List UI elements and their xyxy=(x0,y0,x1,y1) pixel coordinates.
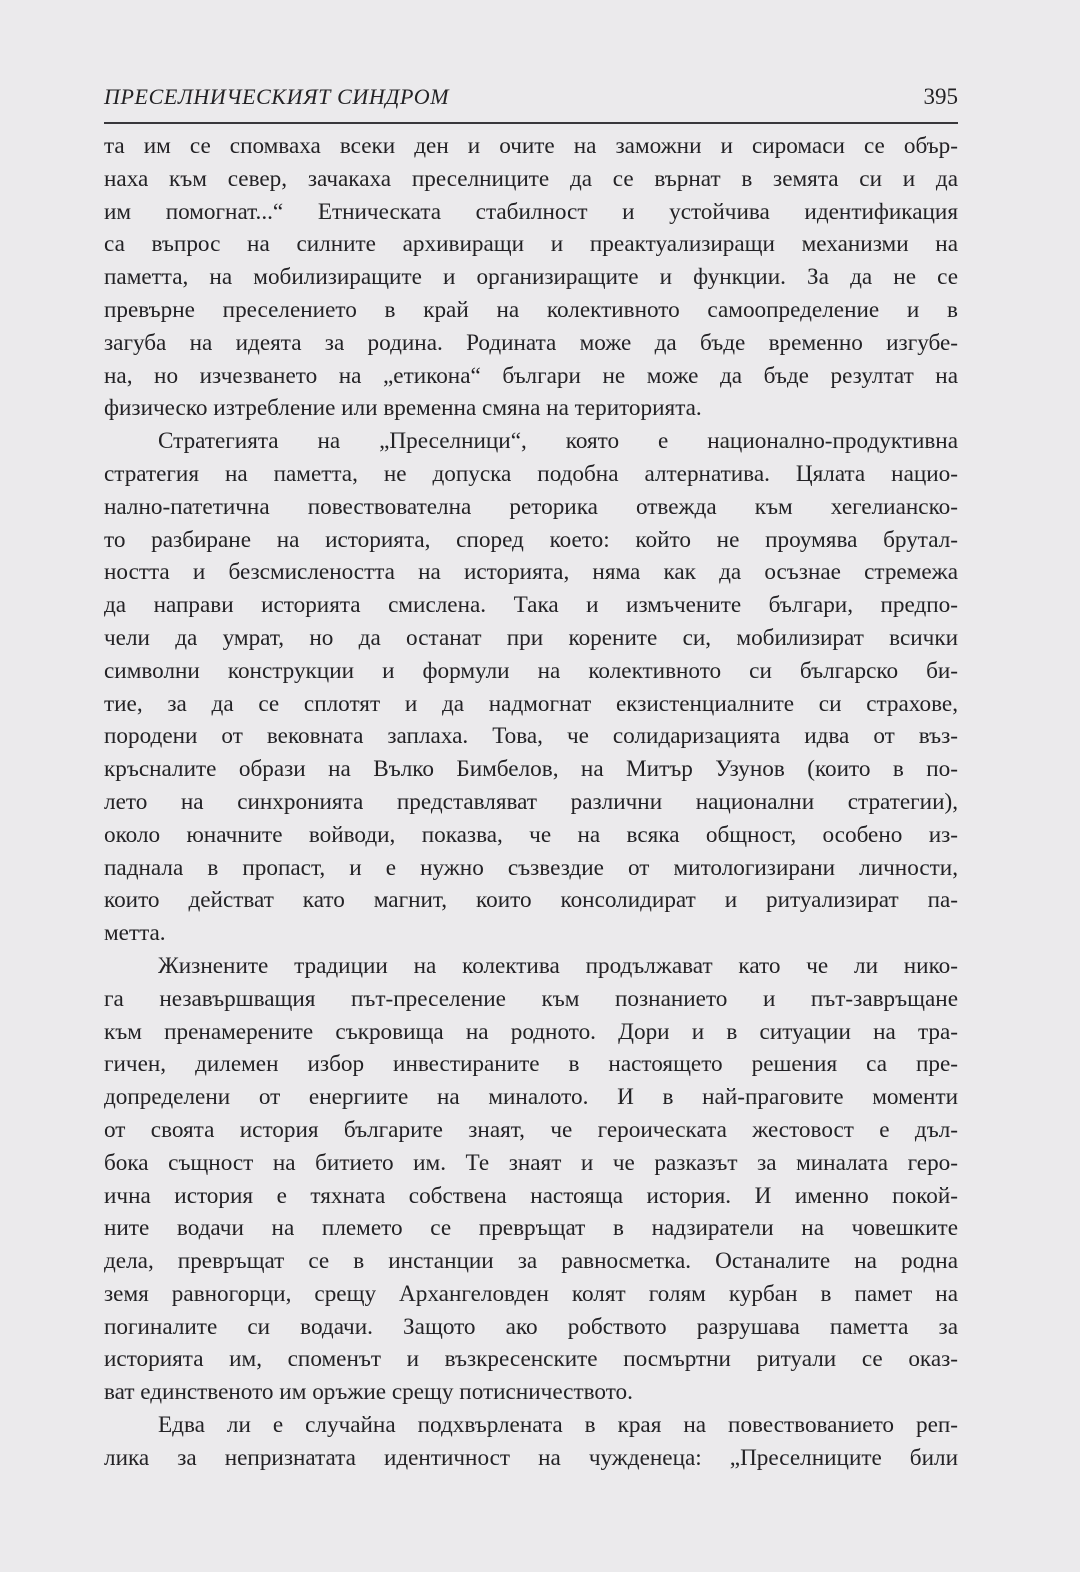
text-line: лето на синхронията представляват различни национални стратегии), xyxy=(104,788,958,815)
text-line: стратегия на паметта, не допуска подобна алтернатива. Цялата нацио- xyxy=(104,460,958,487)
text-line: ните водачи на племето се превръщат в надзиратели на човешките xyxy=(104,1215,958,1242)
text-line: паднала в пропаст, и е нужно съзвездие от митологизирани личности, xyxy=(104,854,958,881)
text-line: бока същност на битието им. Те знаят и че разказът за миналата геро- xyxy=(104,1149,958,1176)
running-header xyxy=(104,84,958,124)
text-line: загуба на идеята за родина. Родината може да бъде временно изгубе- xyxy=(104,329,958,356)
text-line: които действат като магнит, които консолидират и ритуализират па- xyxy=(104,887,958,914)
text-line: символни конструкции и формули на колективното си българско би- xyxy=(104,657,958,684)
text-line: Едва ли е случайна подхвърлената в края на повествованието реп- xyxy=(158,1412,958,1439)
text-line: наха към север, зачакаха преселниците да се върнат в земята си и да xyxy=(104,165,958,192)
text-line: Жизнените традиции на колектива продължават като че ли нико- xyxy=(158,952,958,979)
text-line: то разбиране на историята, според което: който не проумява брутал- xyxy=(104,526,958,553)
text-line: га незавършващия път-преселение към познанието и път-завръщане xyxy=(104,985,958,1012)
page-number: 395 xyxy=(923,84,958,109)
text-line: превърне преселението в край на колективното самоопределение и в xyxy=(104,296,958,323)
text-line: дела, превръщат се в инстанции за равносметка. Останалите на родна xyxy=(104,1248,958,1275)
text-line: ват единственото им оръжие срещу потисничеството. xyxy=(104,1379,633,1406)
text-line: Стратегията на „Преселници“, която е национално-продуктивна xyxy=(158,428,958,455)
text-line: физическо изтребление или временна смяна на територията. xyxy=(104,395,702,422)
paragraph xyxy=(104,425,958,950)
text-line: гичен, дилемен избор инвестираните в настоящето решения са пре- xyxy=(104,1051,958,1078)
text-line: погиналите си водачи. Защото ако робството разрушава паметта за xyxy=(104,1313,958,1340)
paragraph xyxy=(104,130,958,425)
text-line: ността и безсмислеността на историята, няма как да осъзнае стремежа xyxy=(104,559,958,586)
text-line: земя равногорци, срещу Архангеловден колят голям курбан в памет на xyxy=(104,1280,958,1307)
text-line: да направи историята смислена. Така и измъчените българи, предпо- xyxy=(104,592,958,619)
text-line: паметта, на мобилизиращите и организиращите и функции. За да не се xyxy=(104,264,958,291)
text-line: около юначните войводи, показва, че на всяка общност, особено из- xyxy=(104,821,958,848)
body-text xyxy=(104,130,958,1475)
text-line: породени от вековната заплаха. Това, че солидаризацията идва от въз- xyxy=(104,723,958,750)
text-line: на, но изчезването на „етикона“ българи не може да бъде резултат на xyxy=(104,362,958,389)
text-line: лика за непризнатата идентичност на чужденеца: „Преселниците били xyxy=(104,1444,958,1471)
book-page xyxy=(104,84,958,1475)
text-line: са въпрос на силните архивиращи и преактуализиращи механизми на xyxy=(104,231,958,258)
text-line: чели да умрат, но да останат при корените си, мобилизират всички xyxy=(104,624,958,651)
text-line: от своята история българите знаят, че героическата жестовост е дъл- xyxy=(104,1116,958,1143)
text-line: та им се спомваха всеки ден и очите на заможни и сиромаси се обър- xyxy=(104,133,958,159)
text-line: историята им, споменът и възкресенските посмъртни ритуали се оказ- xyxy=(104,1346,958,1373)
text-line: ична история е тяхната собствена настояща история. И именно покой- xyxy=(104,1182,958,1209)
text-line: към пренамерените съкровища на родното. Дори и в ситуации на тра- xyxy=(104,1018,958,1045)
text-line: им помогнат...“ Етническата стабилност и устойчива идентификация xyxy=(104,198,958,225)
text-line: допределени от енергиите на миналото. И в най-праговите моменти xyxy=(104,1084,958,1111)
text-line: кръсналите образи на Вълко Бимбелов, на Митър Узунов (които в по- xyxy=(104,756,958,783)
text-line: метта. xyxy=(104,920,166,947)
text-line: тие, за да се сплотят и да надмогнат екзистенциалните си страхове, xyxy=(104,690,958,717)
paragraph xyxy=(104,950,958,1409)
running-title: ПРЕСЕЛНИЧЕСКИЯТ СИНДРОМ xyxy=(104,84,450,109)
text-line: нално-патетична повествователна реторика отвежда към хегелианско- xyxy=(104,493,958,520)
paragraph xyxy=(104,1409,958,1475)
